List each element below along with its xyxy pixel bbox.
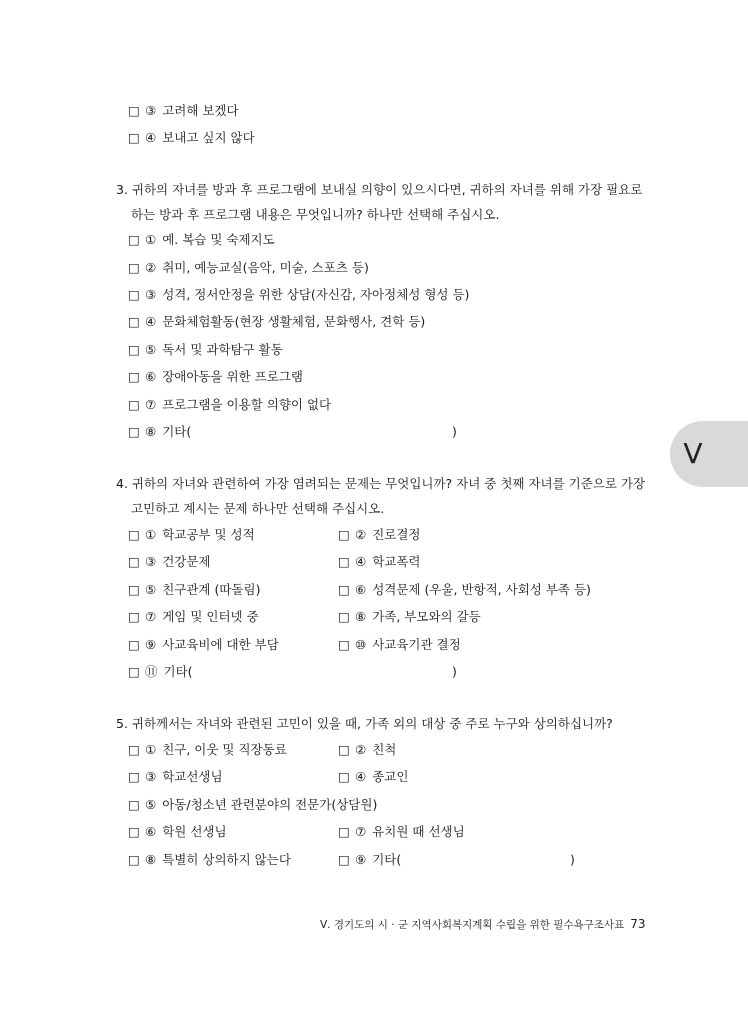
option-number: ⑦ <box>144 397 157 412</box>
q4-option-5[interactable] <box>128 582 260 598</box>
q5-option-8[interactable] <box>128 852 291 868</box>
option-3[interactable] <box>128 103 239 119</box>
checkbox[interactable]: □ <box>128 397 140 412</box>
option-label: 특별히 상의하지 않는다 <box>162 852 291 867</box>
checkbox[interactable]: □ <box>128 609 140 624</box>
checkbox[interactable]: □ <box>338 769 350 784</box>
q5-option-2[interactable] <box>338 742 396 758</box>
question-5-text: 5. 귀하께서는 자녀와 관련된 고민이 있을 때, 가족 외의 대상 중 주로 누구와 상의하십니까? <box>116 716 613 731</box>
option-number: ① <box>144 527 157 542</box>
option-number: ③ <box>144 554 157 569</box>
q3-option-7[interactable] <box>128 397 331 413</box>
option-label: 종교인 <box>372 769 409 784</box>
option-label: 성격문제 (우울, 반항적, 사회성 부족 등) <box>372 582 591 597</box>
q4-option-1[interactable] <box>128 527 255 543</box>
option-number: ⑤ <box>144 342 157 357</box>
option-number: ② <box>354 527 367 542</box>
q5-option-4[interactable] <box>338 769 408 785</box>
option-label: 진로결정 <box>372 527 421 542</box>
checkbox[interactable]: □ <box>128 637 140 652</box>
option-number: ③ <box>144 287 157 302</box>
option-number: ⑧ <box>144 852 157 867</box>
option-label: 학교공부 및 성적 <box>162 527 255 542</box>
option-number: ② <box>354 742 367 757</box>
option-label: 아동/청소년 관련분야의 전문가(상담원) <box>162 797 378 812</box>
question-3-text: 3. 귀하의 자녀를 방과 후 프로그램에 보내실 의향이 있으시다면, 귀하의 자녀를 위해 가장 필요로 <box>116 182 643 197</box>
option-number: ⑦ <box>144 609 157 624</box>
page-number: 73 <box>630 917 646 931</box>
q4-option-2[interactable] <box>338 527 421 543</box>
q3-option-4[interactable] <box>128 314 425 330</box>
page-footer <box>320 916 646 933</box>
checkbox[interactable]: □ <box>338 527 350 542</box>
q3-option-8[interactable] <box>128 424 191 440</box>
option-label: 사교육비에 대한 부담 <box>162 637 279 652</box>
footer-title: Ⅴ. 경기도의 시 · 군 지역사회복지계획 수립을 위한 필수욕구조사표 <box>320 919 625 931</box>
option-label: 성격, 정서안정을 위한 상담(자신감, 자아정체성 형성 등) <box>162 287 470 302</box>
q3-option-2[interactable] <box>128 260 369 276</box>
checkbox[interactable]: □ <box>128 582 140 597</box>
option-label: 기타( <box>372 852 402 867</box>
checkbox[interactable]: □ <box>128 103 140 118</box>
q3-option-1[interactable] <box>128 232 275 248</box>
option-label: 독서 및 과학탐구 활동 <box>162 342 283 357</box>
checkbox[interactable]: □ <box>338 554 350 569</box>
q4-option-3[interactable] <box>128 554 211 570</box>
q4-option-10[interactable] <box>338 637 461 653</box>
q5-option-7[interactable] <box>338 824 465 840</box>
option-label: 취미, 예능교실(음악, 미술, 스포츠 등) <box>162 260 369 275</box>
option-label: 예. 복습 및 숙제지도 <box>162 232 275 247</box>
checkbox[interactable]: □ <box>338 742 350 757</box>
checkbox[interactable]: □ <box>128 130 140 145</box>
option-number: ⑪ <box>144 664 158 679</box>
q3-etc-close-paren: ) <box>452 424 457 439</box>
q5-option-3[interactable] <box>128 769 223 785</box>
option-label: 유치원 때 선생님 <box>372 824 465 839</box>
checkbox[interactable]: □ <box>338 637 350 652</box>
q4-option-7[interactable] <box>128 609 259 625</box>
option-number: ⑥ <box>144 369 157 384</box>
checkbox[interactable]: □ <box>128 769 140 784</box>
option-number: ② <box>144 260 157 275</box>
checkbox[interactable]: □ <box>128 287 140 302</box>
checkbox[interactable]: □ <box>128 797 140 812</box>
checkbox[interactable]: □ <box>128 852 140 867</box>
checkbox[interactable]: □ <box>128 742 140 757</box>
q5-option-6[interactable] <box>128 824 227 840</box>
checkbox[interactable]: □ <box>128 342 140 357</box>
q3-option-5[interactable] <box>128 342 283 358</box>
q5-option-1[interactable] <box>128 742 287 758</box>
option-number: ④ <box>354 769 367 784</box>
q4-option-8[interactable] <box>338 609 481 625</box>
option-label: 학원 선생님 <box>162 824 227 839</box>
q3-option-6[interactable] <box>128 369 303 385</box>
checkbox[interactable]: □ <box>338 824 350 839</box>
option-label: 문화체험활동(현장 생활체험, 문화행사, 견학 등) <box>162 314 426 329</box>
question-3-text-cont: 하는 방과 후 프로그램 내용은 무엇입니까? 하나만 선택해 주십시오. <box>131 207 500 222</box>
option-number: ⑤ <box>144 797 157 812</box>
q4-option-4[interactable] <box>338 554 421 570</box>
option-number: ④ <box>144 130 157 145</box>
q5-etc-close-paren: ) <box>570 852 575 867</box>
option-4[interactable] <box>128 130 255 146</box>
option-number: ④ <box>354 554 367 569</box>
option-number: ③ <box>144 103 157 118</box>
option-number: ① <box>144 232 157 247</box>
checkbox[interactable]: □ <box>128 527 140 542</box>
option-number: ④ <box>144 314 157 329</box>
checkbox[interactable]: □ <box>128 314 140 329</box>
question-4-text: 4. 귀하의 자녀와 관련하여 가장 염려되는 문제는 무엇입니까? 자녀 중 첫째 자녀를 기준으로 가장 <box>116 476 646 491</box>
checkbox[interactable]: □ <box>128 232 140 247</box>
question-4-text-cont: 고민하고 계시는 문제 하나만 선택해 주십시오. <box>131 501 385 516</box>
option-label: 학교선생님 <box>162 769 223 784</box>
checkbox[interactable]: □ <box>128 424 140 439</box>
option-label: 보내고 싶지 않다 <box>162 130 255 145</box>
option-number: ⑥ <box>144 824 157 839</box>
option-label: 기타( <box>163 664 193 679</box>
checkbox[interactable]: □ <box>128 369 140 384</box>
q4-etc-close-paren: ) <box>452 664 457 679</box>
q4-option-9[interactable] <box>128 637 279 653</box>
option-label: 친구관계 (따돌림) <box>162 582 261 597</box>
checkbox[interactable]: □ <box>128 824 140 839</box>
option-number: ③ <box>144 769 157 784</box>
option-label: 친구, 이웃 및 직장동료 <box>162 742 287 757</box>
chapter-tab-label: V <box>683 437 703 470</box>
checkbox[interactable]: □ <box>338 582 350 597</box>
checkbox[interactable]: □ <box>338 852 350 867</box>
option-label: 기타( <box>162 424 192 439</box>
option-label: 학교폭력 <box>372 554 421 569</box>
q4-option-11[interactable] <box>128 664 193 680</box>
option-label: 고려해 보겠다 <box>162 103 239 118</box>
checkbox[interactable]: □ <box>128 260 140 275</box>
q5-option-5[interactable] <box>128 797 377 813</box>
option-number: ⑤ <box>144 582 157 597</box>
option-label: 게임 및 인터넷 중 <box>162 609 259 624</box>
option-label: 프로그램을 이용할 의향이 없다 <box>162 397 332 412</box>
option-number: ⑧ <box>354 609 367 624</box>
option-number: ⑨ <box>354 852 367 867</box>
option-number: ⑥ <box>354 582 367 597</box>
option-number: ① <box>144 742 157 757</box>
option-number: ⑩ <box>354 637 367 652</box>
option-label: 친척 <box>372 742 397 757</box>
checkbox[interactable]: □ <box>128 554 140 569</box>
checkbox[interactable]: □ <box>338 609 350 624</box>
checkbox[interactable]: □ <box>128 664 140 679</box>
option-number: ⑧ <box>144 424 157 439</box>
option-label: 장애아동을 위한 프로그램 <box>162 369 303 384</box>
q3-option-3[interactable] <box>128 287 469 303</box>
option-label: 가족, 부모와의 갈등 <box>372 609 481 624</box>
option-number: ⑨ <box>144 637 157 652</box>
option-label: 건강문제 <box>162 554 211 569</box>
q4-option-6[interactable] <box>338 582 591 598</box>
option-label: 사교육기관 결정 <box>372 637 461 652</box>
q5-option-9[interactable] <box>338 852 401 868</box>
option-number: ⑦ <box>354 824 367 839</box>
